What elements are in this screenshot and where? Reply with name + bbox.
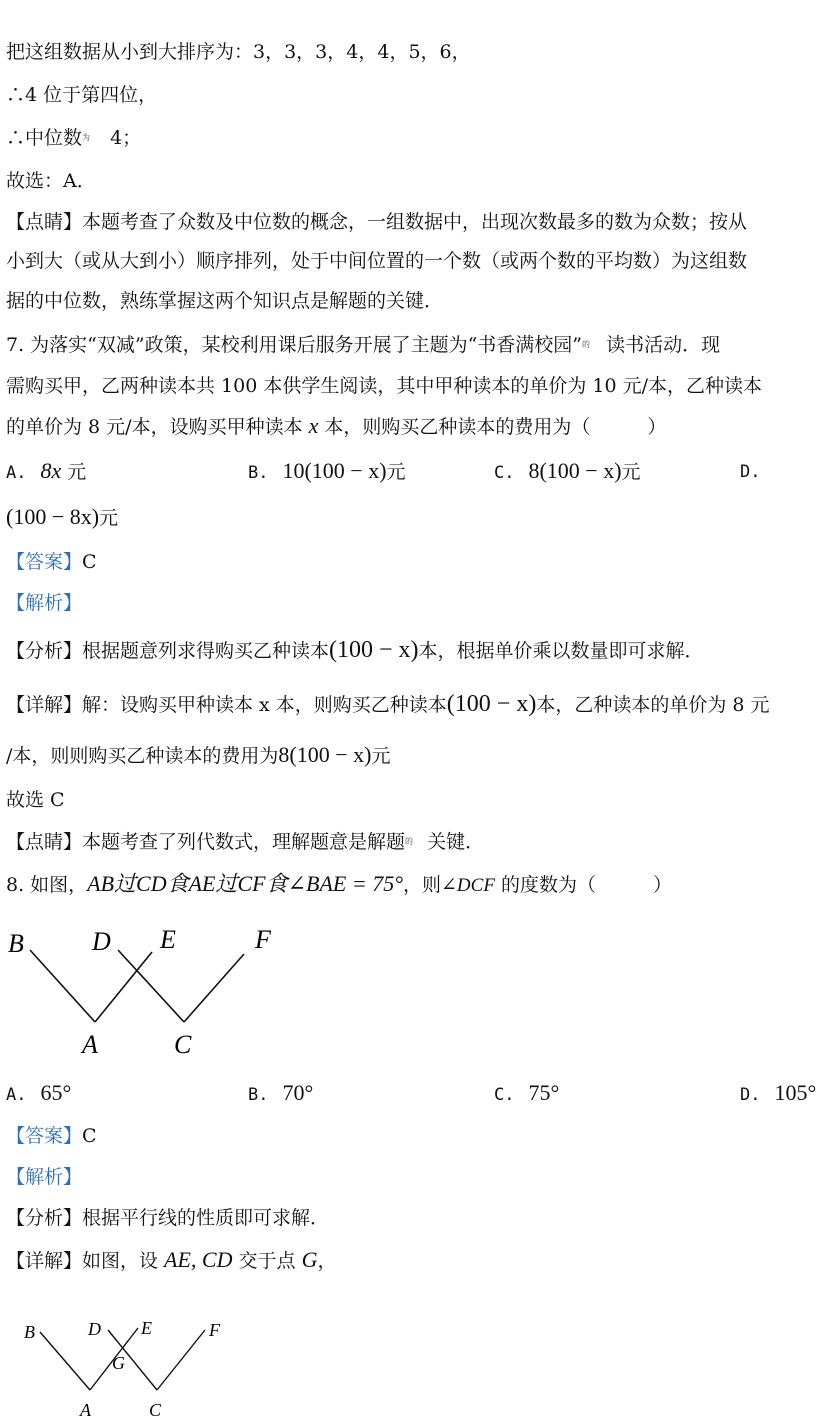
option-value: 75°: [528, 1080, 560, 1105]
question-7-stem: [6, 333, 834, 357]
segment-cf: [157, 1330, 205, 1390]
text-fragment: 【详解】解：设购买甲种读本 x 本，则购买乙种读本: [6, 694, 447, 716]
option-unit: 元: [99, 507, 119, 529]
option-label: C.: [494, 1085, 515, 1105]
text-line: [6, 414, 834, 439]
text-fragment: 本，乙种读本的单价为 8 元: [536, 694, 770, 716]
q7-option-c[interactable]: [494, 458, 641, 486]
math-expr: (100 − x): [446, 691, 537, 717]
text-fragment: 【分析】根据题意列求得购买乙种读本: [6, 640, 330, 662]
text-line: 需购买甲，乙两种读本共 100 本供学生阅读，其中甲种读本的单价为 10 元/本，乙种读本: [6, 375, 763, 397]
text-line: 【点睛】本题考查了众数及中位数的概念，一组数据中，出现次数最多的数为众数；按从: [6, 211, 748, 233]
point-label: A: [80, 1400, 91, 1420]
answer-tag: 【答案】: [6, 551, 83, 573]
point-label: B: [8, 929, 24, 958]
point-label: D: [88, 1319, 101, 1339]
text-line: 小到大（或从大到小）顺序排列，处于中间位置的一个数（或两个数的平均数）为这组数: [6, 250, 748, 272]
point-label: D: [92, 927, 111, 956]
text-fragment: 元: [371, 745, 391, 767]
text-fragment: 本，则购买乙种读本的费用为（ ）: [318, 416, 667, 438]
point-label: C: [149, 1400, 162, 1420]
math-expr: 8(100 − x): [278, 742, 372, 767]
option-label: B.: [248, 463, 269, 483]
text-fragment: 的单价为 8 元/本，设购买甲种读本: [6, 416, 309, 438]
math-expr: ∠DCF: [441, 875, 495, 896]
variable: x: [308, 413, 319, 438]
answer-line: [6, 1124, 834, 1148]
text-fragment: 【详解】如图，设: [6, 1250, 165, 1272]
q8-option-a[interactable]: [6, 1080, 71, 1108]
option-expr: 8x: [40, 458, 62, 483]
answer-tag: 【答案】: [6, 1125, 83, 1147]
option-value: 65°: [40, 1080, 72, 1105]
text-fragment: 4；: [110, 127, 142, 149]
text-fragment: ，: [317, 1250, 337, 1272]
answer-line: [6, 550, 834, 574]
text-fragment: 关键．: [427, 831, 485, 853]
q7-option-d-expr: [6, 504, 118, 531]
text-fragment: 8. 如图，: [6, 874, 88, 896]
point-label: E: [160, 925, 176, 954]
text-line: ∴4 位于第四位，: [6, 84, 158, 106]
math-expr: AB过CD食AE过CF食∠BAE = 75°: [87, 871, 403, 896]
analysis-tag: 【解析】: [6, 1166, 83, 1188]
option-label: A.: [6, 1085, 27, 1105]
text-fragment: 的度数为（ ）: [494, 874, 672, 896]
text-fragment: 读书活动．现: [606, 334, 721, 356]
analysis-line: [6, 638, 834, 663]
option-value: 70°: [282, 1080, 314, 1105]
text-fragment: ，则: [403, 874, 442, 896]
geometry-figure: [0, 918, 300, 1068]
option-expr: (100 − 8x): [6, 504, 100, 529]
option-label: A.: [6, 463, 27, 483]
artifact-mark: 的: [582, 340, 591, 349]
answer-value: C: [82, 1125, 97, 1147]
text-fragment: 【点睛】本题考查了列代数式，理解题意是解题: [6, 831, 406, 853]
point-label: B: [24, 1322, 35, 1342]
text-line: 故选 C: [6, 789, 65, 811]
artifact-mark: 的: [405, 837, 414, 846]
point-label: F: [255, 925, 271, 954]
option-unit: 元: [386, 461, 406, 483]
q8-option-d[interactable]: [740, 1080, 816, 1108]
point-label: G: [112, 1353, 125, 1373]
option-value: 105°: [774, 1080, 817, 1105]
segment-ae: [95, 952, 152, 1022]
option-label: D.: [740, 462, 761, 482]
segment-ab: [30, 950, 95, 1022]
artifact-mark: 为: [82, 133, 91, 142]
q7-option-b[interactable]: [248, 458, 406, 486]
text-fragment: /本，则则购买乙种读本的费用为: [6, 745, 279, 767]
text-fragment: ∴中位数: [6, 127, 83, 149]
math-expr: (100 − x): [329, 637, 419, 663]
text-line: 故选：A．: [6, 170, 96, 192]
option-expr: 8(100 − x): [528, 458, 622, 483]
option-unit: 元: [67, 461, 87, 483]
text-line: 据的中位数，熟练掌握这两个知识点是解题的关键．: [6, 290, 444, 312]
option-label: C.: [494, 463, 515, 483]
text-line: [6, 126, 834, 150]
text-fragment: 7. 为落实“双减”政策，某校利用课后服务开展了主题为“书香满校园”: [6, 334, 583, 356]
answer-value: C: [82, 551, 97, 573]
text-fragment: 本，根据单价乘以数量即可求解．: [418, 640, 704, 662]
segment-cf: [184, 954, 244, 1022]
math-expr: AE, CD: [164, 1247, 233, 1272]
analysis-tag: 【解析】: [6, 592, 83, 614]
analysis-line: 【分析】根据平行线的性质即可求解．: [6, 1207, 330, 1229]
text-fragment: 交于点: [232, 1250, 302, 1272]
segment-ab: [40, 1332, 90, 1390]
math-expr: G: [301, 1247, 318, 1272]
option-label: B.: [248, 1085, 269, 1105]
segment-dc: [118, 950, 184, 1022]
option-label: D.: [740, 1085, 761, 1105]
question-8-stem: [6, 872, 834, 898]
q8-option-c[interactable]: [494, 1080, 559, 1108]
point-label: C: [174, 1030, 192, 1059]
option-unit: 元: [621, 461, 641, 483]
text-line: 把这组数据从小到大排序为：3，3，3，4，4，5，6，: [6, 41, 471, 63]
geometry-figure-2: [0, 1312, 260, 1422]
point-label: A: [82, 1030, 98, 1059]
detail-line: [6, 743, 834, 768]
q8-option-b[interactable]: [248, 1080, 313, 1108]
note-line: [6, 830, 834, 854]
detail-line: [6, 692, 834, 717]
point-label: E: [141, 1318, 152, 1338]
option-expr: 10(100 − x): [282, 458, 387, 483]
q7-option-a[interactable]: [6, 458, 86, 486]
point-label: F: [209, 1320, 220, 1340]
detail-line: [6, 1248, 834, 1273]
q7-option-d[interactable]: [740, 458, 774, 485]
